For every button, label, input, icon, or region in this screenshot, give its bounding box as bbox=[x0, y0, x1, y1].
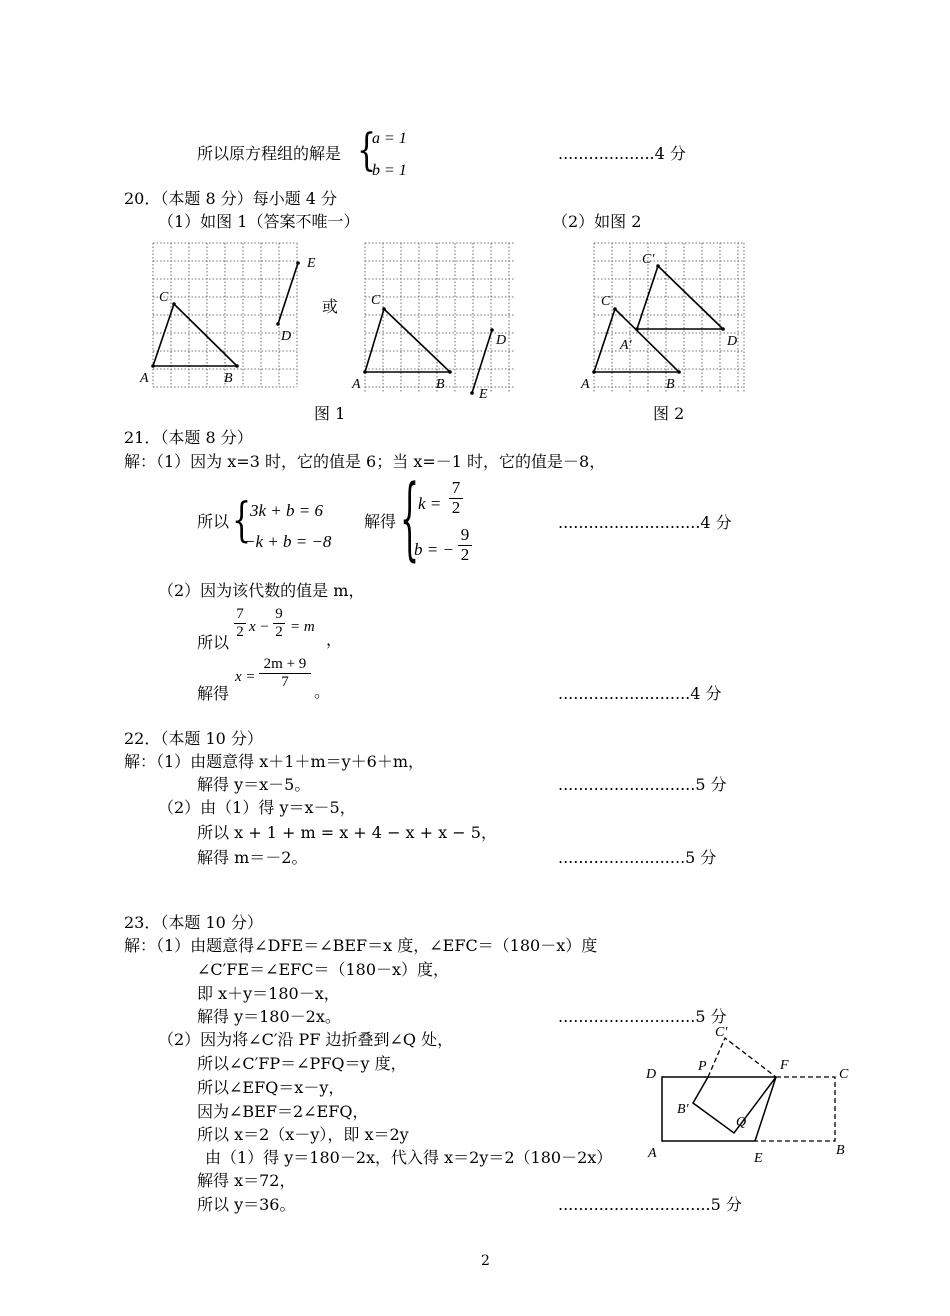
q23-l5: （2）因为将∠C′沿 PF 边折叠到∠Q 处， bbox=[158, 1030, 454, 1049]
q21-k-lhs: k = bbox=[418, 494, 442, 513]
fig1-left-label-e: E bbox=[307, 256, 316, 271]
q22-header: 22．（本题 10 分） bbox=[124, 729, 263, 748]
q22-score1: ...........................5 分 bbox=[558, 775, 727, 794]
q21-x-lhs: x = bbox=[235, 669, 256, 685]
q22-line1: 解：（1）由题意得 x＋1＋m＝y＋6＋m， bbox=[124, 752, 425, 771]
q23-l9: 所以 x＝2（x－y），即 x＝2y bbox=[197, 1125, 409, 1144]
q23-l10: 由（1）得 y＝180－2x，代入得 x＝2y＝2（180－2x） bbox=[205, 1148, 613, 1167]
q21-solve2: 解得 bbox=[197, 684, 230, 703]
q21-brace-right: { bbox=[400, 468, 420, 573]
q21-period: 。 bbox=[314, 682, 331, 701]
q22-line4: 所以 x + 1 + m = x + 4 − x + x − 5， bbox=[197, 823, 497, 842]
q22-line2: 解得 y＝x－5。 bbox=[197, 775, 311, 794]
fig2-triangle-apcpd bbox=[637, 266, 723, 329]
q21-brace-left: { bbox=[232, 494, 252, 549]
fig1-left-triangle bbox=[153, 304, 237, 366]
q19-conclusion-prefix: 所以原方程组的解是 bbox=[197, 144, 342, 163]
fig1-left-grid bbox=[140, 236, 316, 396]
q19-score: ...................4 分 bbox=[558, 144, 686, 163]
q23-l12: 所以 y＝36。 bbox=[197, 1195, 296, 1214]
fig1-left-label-d: D bbox=[281, 329, 292, 344]
q21-eqA-num1: 7 bbox=[236, 606, 244, 622]
q23-rect-dashed bbox=[755, 1077, 835, 1141]
fig1-right-label-c: C bbox=[371, 293, 381, 308]
q21-k-fraction bbox=[449, 479, 463, 517]
fig1-left-label-a: A bbox=[140, 371, 149, 386]
fig2-label-b: B bbox=[666, 377, 675, 392]
q19-brace: { bbox=[357, 126, 377, 177]
q23-fold-pbqfe bbox=[693, 1077, 776, 1141]
fig2-label-c: C bbox=[601, 294, 611, 309]
q21-eqA-frac2 bbox=[273, 606, 285, 640]
fig1-right-label-d: D bbox=[496, 333, 507, 348]
q21-so2: 所以 bbox=[197, 633, 230, 652]
q21-x-den: 7 bbox=[259, 673, 311, 691]
q21-score2: ..........................4 分 bbox=[558, 684, 722, 703]
fig2-label-a: A bbox=[581, 377, 590, 392]
q23-l7: 所以∠EFQ＝x－y， bbox=[197, 1078, 345, 1097]
fig2-label-d: D bbox=[727, 334, 738, 349]
q23-fig-label-f: F bbox=[780, 1058, 789, 1073]
q21-b-fraction bbox=[458, 526, 472, 564]
q19-eq2: b = 1 bbox=[372, 162, 407, 179]
q21-b-den: 2 bbox=[458, 545, 472, 565]
q21-eqA-num2: 9 bbox=[275, 606, 283, 622]
q23-fig-label-b: B bbox=[836, 1143, 845, 1158]
q23-fig-label-a: A bbox=[648, 1146, 657, 1161]
q21-x-fraction bbox=[259, 656, 311, 690]
fig2-caption: 图 2 bbox=[653, 404, 685, 423]
q21-eqA-comma: ， bbox=[326, 630, 343, 649]
q23-l6: 所以∠C′FP＝∠PFQ＝y 度， bbox=[197, 1054, 407, 1073]
fig1-right-label-a: A bbox=[352, 377, 361, 392]
q21-eqA-tail: = m bbox=[290, 619, 315, 635]
q23-dashed-c-fold bbox=[708, 1038, 776, 1077]
q22-line5: 解得 m＝－2。 bbox=[197, 848, 308, 867]
q23-l1: 解：（1）由题意得∠DFE＝∠BEF＝x 度，∠EFC＝（180－x）度 bbox=[124, 936, 598, 955]
fig1-right-label-e: E bbox=[479, 387, 488, 402]
fig2-label-cp: C′ bbox=[642, 252, 655, 267]
q21-header: 21．（本题 8 分） bbox=[124, 428, 253, 447]
q23-fig-label-c: C bbox=[839, 1067, 849, 1082]
q20-header: 20．（本题 8 分）每小题 4 分 bbox=[124, 189, 338, 208]
q23-fig-label-e: E bbox=[754, 1151, 763, 1166]
q21-line1: 解：（1）因为 x=3 时，它的值是 6；当 x=－1 时，它的值是－8， bbox=[124, 452, 606, 471]
q21-part2: （2）因为该代数的值是 m， bbox=[158, 581, 365, 600]
q21-b-lhs: b = − bbox=[414, 540, 454, 559]
q23-l8: 因为∠BEF＝2∠EFQ， bbox=[197, 1102, 369, 1121]
q21-solve: 解得 bbox=[364, 512, 397, 531]
fig1-right-label-b: B bbox=[436, 377, 445, 392]
q21-sys-eq2: −k + b = −8 bbox=[244, 532, 332, 551]
q21-x-num: 2m + 9 bbox=[263, 656, 307, 672]
fig1-left-segment-de bbox=[278, 263, 298, 324]
fig1-right-segment-de bbox=[472, 330, 492, 393]
fig2-grid bbox=[578, 236, 750, 400]
q23-fig-label-q: Q bbox=[736, 1115, 747, 1130]
fig2-label-ap: A′ bbox=[620, 338, 632, 353]
q23-l4: 解得 y＝180－2x。 bbox=[197, 1007, 341, 1026]
q23-l3: 即 x＋y＝180－x， bbox=[197, 984, 340, 1003]
fig1-left-label-b: B bbox=[224, 371, 233, 386]
fig1-right-grid bbox=[346, 236, 522, 402]
page-number: 2 bbox=[481, 1253, 490, 1269]
q21-k-den: 2 bbox=[449, 498, 463, 518]
q22-line3: （2）由（1）得 y＝x－5， bbox=[158, 798, 356, 817]
q23-fig-label-cp: C′ bbox=[715, 1025, 728, 1040]
q23-l11: 解得 x＝72， bbox=[197, 1171, 296, 1190]
q21-eqA-den2: 2 bbox=[273, 623, 285, 641]
q21-so: 所以 bbox=[197, 512, 230, 531]
q21-score1: ............................4 分 bbox=[558, 513, 732, 532]
q21-b-num: 9 bbox=[460, 525, 470, 544]
q20-or-text: 或 bbox=[322, 297, 339, 316]
q20-part2: （2）如图 2 bbox=[552, 212, 642, 231]
q23-header: 23．（本题 10 分） bbox=[124, 913, 263, 932]
q23-fig-label-p: P bbox=[698, 1059, 707, 1074]
fig1-left-label-c: C bbox=[159, 290, 169, 305]
q20-part1: （1）如图 1（答案不唯一） bbox=[158, 212, 360, 231]
q21-eqA-mid: x − bbox=[249, 619, 270, 635]
fig1-caption: 图 1 bbox=[314, 404, 346, 423]
q23-fold-figure bbox=[640, 1024, 860, 1164]
q19-eq1: a = 1 bbox=[372, 130, 407, 147]
q21-eqA-den1: 2 bbox=[234, 623, 246, 641]
q23-fig-label-d: D bbox=[646, 1067, 657, 1082]
q23-fig-label-bp: B′ bbox=[677, 1102, 689, 1117]
q22-score2: .........................5 分 bbox=[558, 848, 717, 867]
q21-sys-eq1: 3k + b = 6 bbox=[250, 501, 323, 520]
q23-score1: ...........................5 分 bbox=[558, 1007, 727, 1026]
q23-l2: ∠C′FE＝∠EFC＝（180－x）度， bbox=[197, 960, 450, 979]
q21-k-num: 7 bbox=[451, 478, 461, 497]
q21-eqA-frac1 bbox=[234, 606, 246, 640]
q23-score2: ..............................5 分 bbox=[558, 1195, 742, 1214]
